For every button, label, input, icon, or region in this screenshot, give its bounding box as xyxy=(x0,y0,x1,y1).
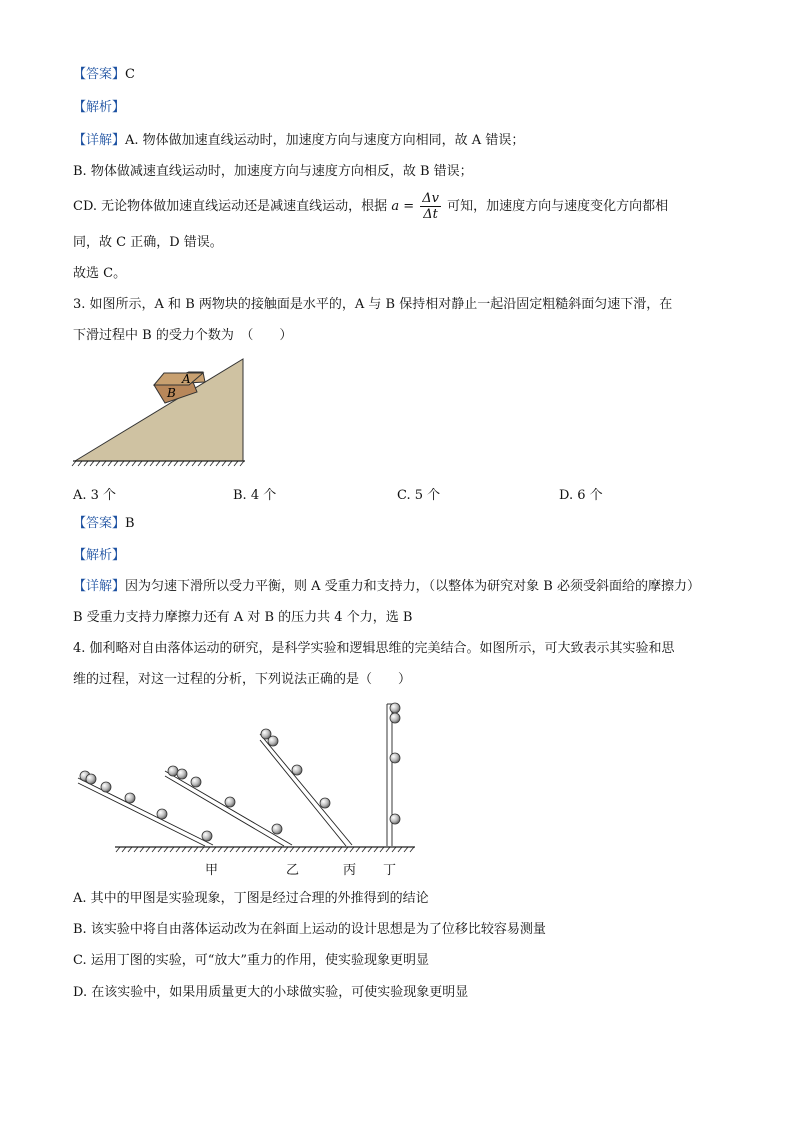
incline-planes xyxy=(78,704,392,846)
q3-option-d: D. 6 个 xyxy=(559,488,603,503)
q2-detail-line-cd-cont: 同，故 C 正确，D 错误。 xyxy=(73,235,223,250)
q3-analysis-tag: 解析 xyxy=(86,548,113,563)
q3-stem-line-2: 下滑过程中 B 的受力个数为 （ ） xyxy=(73,328,293,343)
q3-detail-tag: 【详解】 xyxy=(73,579,126,594)
fig-label-a: A xyxy=(182,372,191,386)
q2-detail-line-cd xyxy=(73,190,668,224)
formula-numerator: Δv xyxy=(422,191,439,206)
q3-option-c: C. 5 个 xyxy=(397,488,441,503)
fig-label-yi: 乙 xyxy=(286,863,300,878)
q2-detail-line-b: B. 物体做减速直线运动时，加速度方向与速度方向相反，故 B 错误； xyxy=(73,164,473,179)
fig-label-jia: 甲 xyxy=(205,863,219,878)
fig-label-bing: 丙 xyxy=(343,863,357,878)
q4-stem-line-2: 维的过程，对这一过程的分析，下列说法正确的是（ ） xyxy=(73,672,412,687)
q3-detail-text: 因为匀速下滑所以受力平衡，则 A 受重力和支持力，（以整体为研究对象 B 必须受斜面给的摩擦力） xyxy=(125,579,700,594)
q4-option-a: A. 其中的甲图是实验现象，丁图是经过合理的外推得到的结论 xyxy=(73,891,429,906)
plane-yi xyxy=(165,771,292,845)
q3-answer-value: B xyxy=(125,516,135,531)
incline-wedge xyxy=(75,359,243,461)
formula-denominator: Δt xyxy=(423,207,438,222)
plane-jia xyxy=(78,778,213,845)
block-a-top xyxy=(154,373,203,385)
formula-fraction xyxy=(420,191,441,222)
q3-detail-line-2: B 受重力支持力摩擦力还有 A 对 B 的压力共 4 个力，选 B xyxy=(73,610,413,625)
analysis-tag: 解析 xyxy=(86,100,113,115)
q4-option-b: B. 该实验中将自由落体运动改为在斜面上运动的设计思想是为了位移比较容易测量 xyxy=(73,922,546,937)
analysis-tag-open: 【 xyxy=(73,100,87,115)
fig-label-ding: 丁 xyxy=(383,863,397,878)
q3-option-a: A. 3 个 xyxy=(73,488,117,503)
q2-detail-line-a xyxy=(73,132,524,150)
q4-option-c: C. 运用丁图的实验，可“放大”重力的作用，使实验现象更明显 xyxy=(73,953,430,968)
answer-tag: 【答案】 xyxy=(73,67,126,82)
detail-tag: 【详解】 xyxy=(73,133,126,148)
ground-hatch xyxy=(72,461,244,466)
fig-label-b: B xyxy=(167,386,176,400)
q4-ground-hatch xyxy=(116,847,414,852)
q3-analysis-tag-close: 】 xyxy=(112,548,126,563)
q4-stem-line-1: 4. 伽利略对自由落体运动的研究，是科学实验和逻辑思维的完美结合。如图所示，可大致表示其实验和思 xyxy=(73,641,675,656)
q2-line-cd-text-1: CD. 无论物体做加速直线运动还是减速直线运动，根据 xyxy=(73,199,388,214)
analysis-tag-close: 】 xyxy=(112,100,126,115)
q3-analysis-tag-open: 【 xyxy=(73,548,87,563)
q2-line-cd-text-2: 可知，加速度方向与速度变化方向都相 xyxy=(447,199,669,214)
q4-option-d: D. 在该实验中，如果用质量更大的小球做实验，可使实验现象更明显 xyxy=(73,985,469,1000)
q2-line-a-text: A. 物体做加速直线运动时，加速度方向与速度方向相同，故 A 错误； xyxy=(125,133,525,148)
q2-answer-line xyxy=(73,66,135,84)
q3-answer-tag: 【答案】 xyxy=(73,516,126,531)
q3-detail-line-1 xyxy=(73,578,700,596)
q3-analysis-heading xyxy=(73,547,125,565)
q3-incline-figure xyxy=(70,355,250,467)
q2-analysis-heading xyxy=(73,99,125,117)
q3-stem-line-1: 3. 如图所示，A 和 B 两物块的接触面是水平的，A 与 B 保持相对静止一起沿固定粗糙斜面匀速下滑，在 xyxy=(73,297,673,312)
q2-conclusion: 故选 C。 xyxy=(73,266,127,281)
formula-lhs: a = xyxy=(391,199,415,214)
q4-galileo-figure xyxy=(70,698,420,858)
answer-value: C xyxy=(125,67,135,82)
q3-answer-line xyxy=(73,515,135,533)
q3-option-b: B. 4 个 xyxy=(233,488,277,503)
